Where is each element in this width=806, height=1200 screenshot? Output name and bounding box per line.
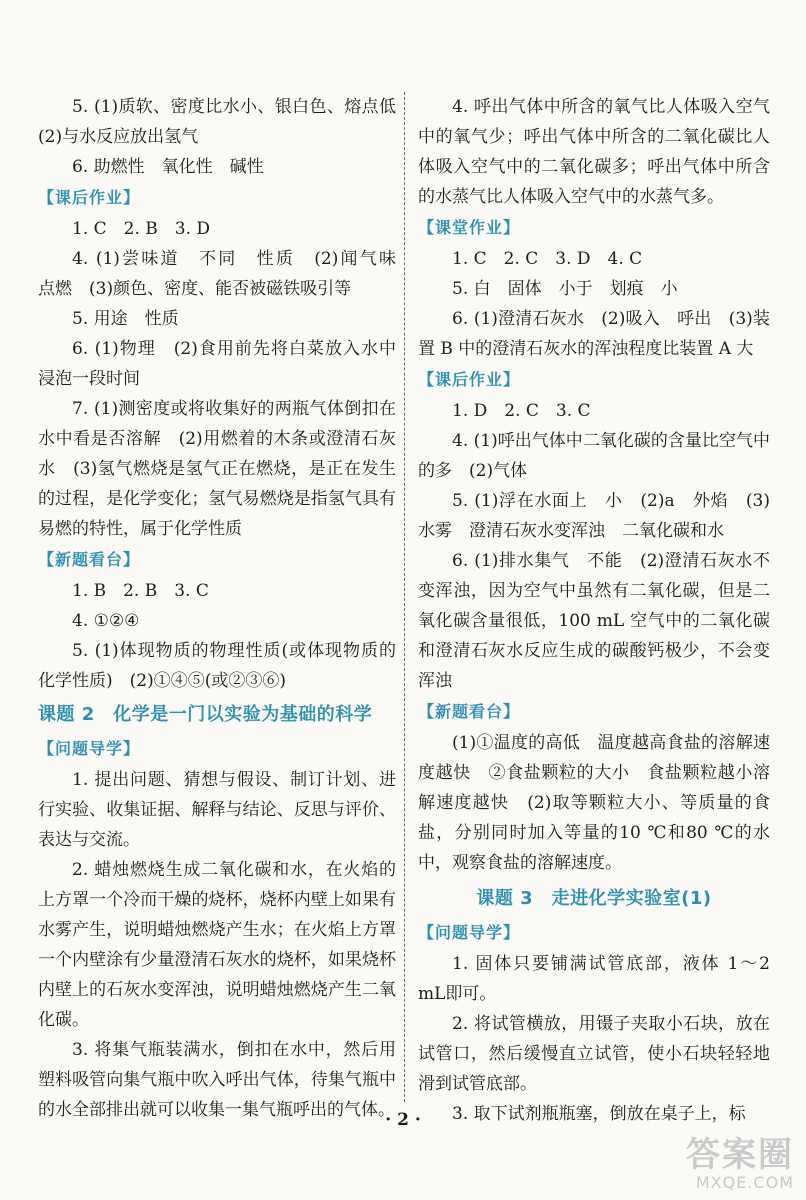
answer-paragraph: 4. (1)尝味道 不同 性质 (2)闻气味 点燃 (3)颜色、密度、能否被磁铁吸引等 [38, 249, 413, 299]
answer-paragraph: 6. (1)澄清石灰水 (2)吸入 呼出 (3)装置 B 中的澄清石灰水的浑浊程度比装置 A 大 [418, 309, 770, 359]
column-divider [404, 92, 405, 1102]
section-heading: 【问题导学】 [38, 739, 141, 758]
left-column [38, 92, 413, 1125]
answer-paragraph: 1. C 2. C 3. D 4. C [452, 249, 643, 269]
answer-paragraph: (1)①温度的高低 温度越高食盐的溶解速度越快 ②食盐颗粒的大小 食盐颗粒越小溶解速度越快 (2)取等颗粒大小、等质量的食盐，分别同时加入等量的10 ℃和80 ℃的水中，观察食盐的溶解速度。 [418, 733, 770, 873]
watermark-logo-text: 答案圈 [686, 1135, 794, 1176]
answer-paragraph: 6. (1)物理 (2)食用前先将白菜放入水中浸泡一段时间 [38, 339, 396, 389]
section-heading: 【新题看台】 [418, 702, 521, 721]
answer-paragraph: 6. (1)排水集气 不能 (2)澄清石灰水不变浑浊，因为空气中虽然有二氧化碳，但是二氧化碳含量很低，100 mL 空气中的二氧化碳和澄清石灰水反应生成的碳酸钙极少，不会变浑浊 [418, 551, 770, 691]
answer-paragraph: 1. 固体只要铺满试管底部，液体 1～2 mL即可。 [418, 954, 770, 1004]
section-heading: 【课后作业】 [418, 370, 521, 389]
answer-paragraph: 2. 将试管横放，用镊子夹取小石块，放在试管口，然后缓慢直立试管，使小石块轻轻地滑到试管底部。 [418, 1014, 770, 1094]
answer-paragraph: 1. B 2. B 3. C [72, 581, 209, 601]
lesson-title: 课题 2 化学是一门以实验为基础的科学 [38, 704, 373, 725]
answer-paragraph: 5. (1)浮在水面上 小 (2)a 外焰 (3)水雾 澄清石灰水变浑浊 二氧化碳和水 [418, 491, 770, 541]
section-heading: 【新题看台】 [38, 550, 141, 569]
section-heading: 【课后作业】 [38, 188, 141, 207]
answer-paragraph: 5. 用途 性质 [72, 309, 179, 329]
answer-paragraph: 1. C 2. B 3. D [72, 219, 211, 239]
watermark [686, 1137, 794, 1192]
answer-paragraph: 4. (1)呼出气体中二氧化碳的含量比空气中的多 (2)气体 [418, 431, 770, 481]
section-heading: 【课堂作业】 [418, 218, 521, 237]
answer-paragraph: 4. ①②④ [72, 611, 140, 631]
lesson-title: 课题 3 走进化学实验室(1) [476, 888, 712, 909]
answer-paragraph: 3. 取下试剂瓶瓶塞，倒放在桌子上，标 [452, 1104, 746, 1124]
answer-paragraph: 5. 白 固体 小于 划痕 小 [452, 279, 678, 299]
page-number: · 2 · [385, 1110, 421, 1130]
answer-paragraph: 4. 呼出气体中所含的氧气比人体吸入空气中的氧气少；呼出气体中所含的二氧化碳比人体吸入空气中的二氧化碳多；呼出气体中所含的水蒸气比人体吸入空气中的水蒸气多。 [418, 97, 770, 207]
answer-paragraph: 5. (1)体现物质的物理性质(或体现物质的化学性质) (2)①④⑤(或②③⑥) [38, 641, 396, 691]
section-heading: 【问题导学】 [418, 923, 521, 942]
answer-paragraph: 3. 将集气瓶装满水，倒扣在水中，然后用塑料吸管向集气瓶中吹入呼出气体，待集气瓶中的水全部排出就可以收集一集气瓶呼出的气体。 [38, 1040, 396, 1120]
answer-paragraph: 5. (1)质软、密度比水小、银白色、熔点低 (2)与水反应放出氢气 [38, 97, 413, 147]
right-column [418, 92, 770, 1129]
answer-paragraph: 1. 提出问题、猜想与假设、制订计划、进行实验、收集证据、解释与结论、反思与评价、表达与交流。 [38, 770, 396, 850]
answer-paragraph: 6. 助燃性 氧化性 碱性 [72, 157, 264, 177]
answer-paragraph: 2. 蜡烛燃烧生成二氧化碳和水，在火焰的上方罩一个冷而干燥的烧杯，烧杯内壁上如果有水雾产生，说明蜡烛燃烧产生水；在火焰上方罩一个内壁涂有少量澄清石灰水的烧杯，如果烧杯内壁上的石灰水变浑浊，说明蜡烛燃烧产生二氧化碳。 [38, 860, 396, 1030]
watermark-url: MXQE.COM [695, 1173, 794, 1193]
answer-paragraph: 1. D 2. C 3. C [452, 401, 591, 421]
answer-paragraph: 7. (1)测密度或将收集好的两瓶气体倒扣在水中看是否溶解 (2)用燃着的木条或澄清石灰水 (3)氢气燃烧是氢气正在燃烧，是正在发生的过程，是化学变化；氢气易燃烧是指氢气具有易燃的特性，属于化学性质 [38, 399, 396, 539]
